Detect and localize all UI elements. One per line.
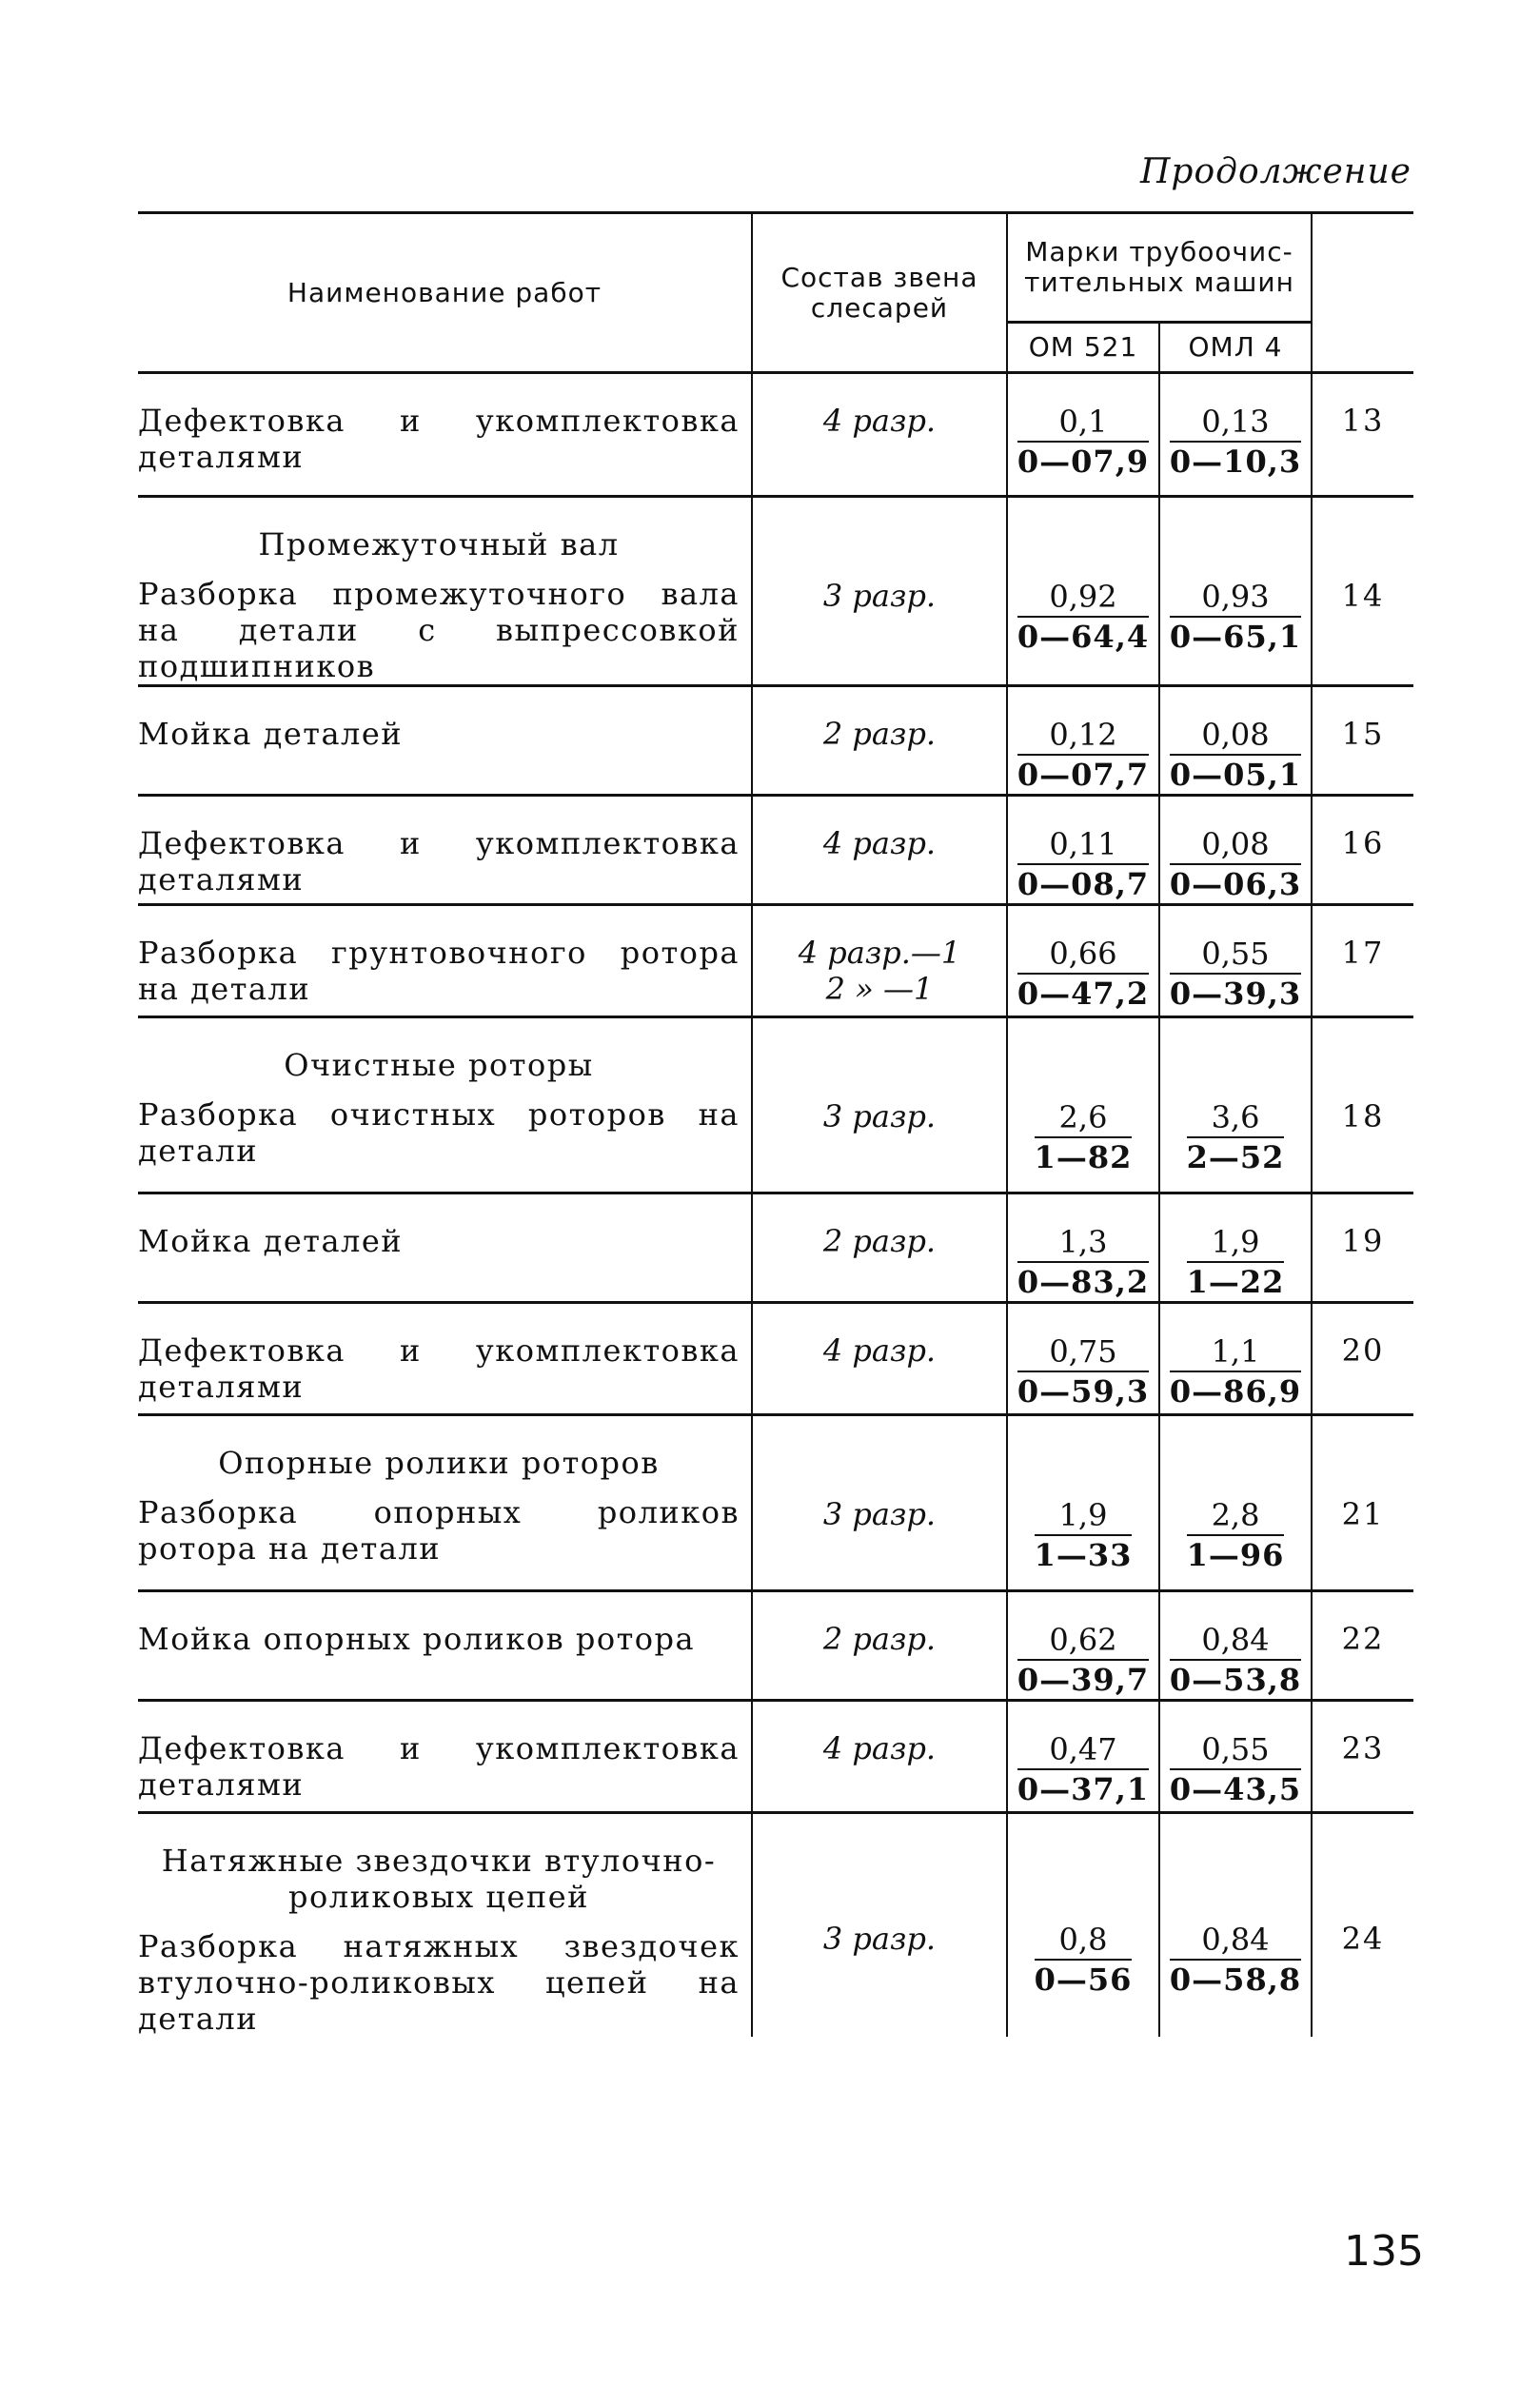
work-name: Разборка грунтовочного ротора на детали xyxy=(138,935,740,1007)
crew-composition-2: 2 » —1 xyxy=(825,971,934,1007)
norm-time: 0,84 xyxy=(1170,1921,1301,1961)
norm-fraction xyxy=(1170,403,1301,481)
cell-composition xyxy=(752,796,1007,905)
cell-name xyxy=(138,373,752,497)
norm-time: 2,6 xyxy=(1035,1098,1133,1138)
table-row xyxy=(138,1017,1413,1193)
cell-name xyxy=(138,905,752,1017)
cell-name xyxy=(138,497,752,686)
cell-oml4 xyxy=(1159,686,1312,796)
cell-index: 14 xyxy=(1312,497,1413,686)
cell-oml4 xyxy=(1159,905,1312,1017)
cell-composition xyxy=(752,1591,1007,1701)
cell-oml4 xyxy=(1159,1591,1312,1701)
norm-time: 0,47 xyxy=(1017,1730,1149,1770)
cell-oml4 xyxy=(1159,1303,1312,1415)
norm-fraction xyxy=(1017,1621,1149,1699)
crew-composition: 2 разр. xyxy=(822,1621,937,1657)
norm-fraction xyxy=(1017,935,1149,1013)
norm-time: 3,6 xyxy=(1187,1098,1285,1138)
cell-name xyxy=(138,1415,752,1591)
norm-time: 0,55 xyxy=(1170,1730,1301,1770)
norm-time: 0,93 xyxy=(1170,578,1301,618)
group-title: Натяжные звездочки втулочно-роликовых цепей xyxy=(161,1843,717,1915)
work-name: Разборка очистных роторов на детали xyxy=(138,1096,740,1169)
crew-composition: 4 разр. xyxy=(822,825,937,861)
norm-fraction xyxy=(1187,1098,1285,1176)
cell-oml4 xyxy=(1159,1017,1312,1193)
cell-composition xyxy=(752,686,1007,796)
table-row xyxy=(138,1591,1413,1701)
cell-composition xyxy=(752,1415,1007,1591)
cell-index: 24 xyxy=(1341,1921,1385,1957)
table-row xyxy=(138,1813,1413,2038)
norm-price: 0—07,9 xyxy=(1017,444,1150,480)
norm-fraction xyxy=(1035,1921,1133,1999)
norm-time: 0,08 xyxy=(1170,716,1301,756)
norm-fraction xyxy=(1170,825,1301,903)
norm-price: 0—07,7 xyxy=(1017,757,1150,793)
norm-time: 0,75 xyxy=(1017,1332,1149,1372)
norm-price: 0—37,1 xyxy=(1017,1771,1150,1807)
table-row xyxy=(138,1193,1413,1303)
cell-name xyxy=(138,1193,752,1303)
cell-name xyxy=(138,1813,752,2038)
work-name: Разборка опорных роликов ротора на детали xyxy=(138,1494,740,1567)
norm-price: 0—47,2 xyxy=(1017,976,1150,1012)
group-title: Опорные ролики роторов xyxy=(218,1445,660,1481)
table-row xyxy=(138,1701,1413,1813)
cell-om521 xyxy=(1007,1415,1159,1591)
header-index xyxy=(1312,213,1413,373)
norm-price: 0—39,7 xyxy=(1017,1662,1150,1698)
cell-index: 17 xyxy=(1312,905,1413,1017)
cell-index: 16 xyxy=(1312,796,1413,905)
cell-om521 xyxy=(1007,1701,1159,1813)
norm-fraction xyxy=(1017,716,1149,794)
norm-fraction xyxy=(1170,1621,1301,1699)
cell-om521 xyxy=(1007,796,1159,905)
table-row xyxy=(138,686,1413,796)
norm-time: 0,08 xyxy=(1170,825,1301,865)
cell-name xyxy=(138,1701,752,1813)
crew-composition: 4 разр.—1 xyxy=(798,935,961,971)
norm-fraction xyxy=(1187,1496,1285,1574)
norm-price: 0—05,1 xyxy=(1169,757,1302,793)
crew-composition: 3 разр. xyxy=(822,1921,937,1957)
norm-price: 1—96 xyxy=(1186,1537,1285,1573)
cell-composition xyxy=(752,1701,1007,1813)
norm-fraction xyxy=(1017,1332,1149,1410)
group-title: Промежуточный вал xyxy=(258,526,620,562)
cell-composition xyxy=(752,905,1007,1017)
cell-composition xyxy=(752,497,1007,686)
norm-time: 0,84 xyxy=(1170,1621,1301,1661)
norm-time: 0,92 xyxy=(1017,578,1149,618)
norm-price: 1—33 xyxy=(1034,1537,1133,1573)
norm-price: 0—56 xyxy=(1034,1962,1133,1998)
norm-price: 0—43,5 xyxy=(1169,1771,1302,1807)
crew-composition: 4 разр. xyxy=(822,1332,937,1369)
cell-om521 xyxy=(1007,905,1159,1017)
header-om521: ОМ 521 xyxy=(1007,323,1159,373)
norm-time: 1,1 xyxy=(1170,1332,1301,1372)
work-name: Дефектовка и укомплектовка деталями xyxy=(138,1730,740,1803)
norm-fraction xyxy=(1170,935,1301,1013)
cell-om521 xyxy=(1007,497,1159,686)
norm-fraction xyxy=(1017,578,1149,656)
norm-time: 1,9 xyxy=(1187,1223,1285,1263)
norm-time: 0,13 xyxy=(1170,403,1301,443)
norm-fraction xyxy=(1035,1496,1133,1574)
norm-price: 0—10,3 xyxy=(1169,444,1302,480)
work-name: Дефектовка и укомплектовка деталями xyxy=(138,825,740,897)
norm-fraction xyxy=(1017,825,1149,903)
header-composition: Состав звена слесарей xyxy=(752,213,1007,373)
cell-om521 xyxy=(1007,1591,1159,1701)
table-body xyxy=(138,373,1413,2038)
work-name: Разборка промежуточного вала на детали с выпрессовкой подшипников xyxy=(138,576,740,684)
group-title: Очистные роторы xyxy=(284,1047,594,1083)
norms-table xyxy=(138,211,1413,2037)
cell-composition xyxy=(752,1813,1007,2038)
norm-price: 0—08,7 xyxy=(1017,866,1150,902)
cell-oml4 xyxy=(1159,1415,1312,1591)
cell-name xyxy=(138,1591,752,1701)
cell-oml4 xyxy=(1159,373,1312,497)
cell-index: 13 xyxy=(1312,373,1413,497)
norm-price: 1—22 xyxy=(1186,1264,1285,1300)
norm-time: 0,12 xyxy=(1017,716,1149,756)
work-name: Дефектовка и укомплектовка деталями xyxy=(138,403,740,475)
norm-fraction xyxy=(1170,1921,1301,1999)
crew-composition: 4 разр. xyxy=(822,1730,937,1766)
cell-oml4 xyxy=(1159,1701,1312,1813)
cell-name xyxy=(138,796,752,905)
norm-fraction xyxy=(1170,578,1301,656)
cell-index: 18 xyxy=(1312,1017,1413,1193)
crew-composition: 2 разр. xyxy=(822,716,937,752)
cell-oml4 xyxy=(1159,497,1312,686)
norm-price: 0—65,1 xyxy=(1169,619,1302,655)
norm-time: 0,1 xyxy=(1017,403,1149,443)
table-row xyxy=(138,796,1413,905)
cell-om521 xyxy=(1007,1193,1159,1303)
table-row xyxy=(138,373,1413,497)
norm-price: 0—83,2 xyxy=(1017,1264,1150,1300)
norm-price: 0—86,9 xyxy=(1169,1373,1302,1410)
cell-index: 19 xyxy=(1312,1193,1413,1303)
table-row xyxy=(138,1415,1413,1591)
cell-name xyxy=(138,1017,752,1193)
work-name: Мойка опорных роликов ротора xyxy=(138,1621,696,1657)
table-row xyxy=(138,905,1413,1017)
cell-index: 21 xyxy=(1312,1415,1413,1591)
cell-composition xyxy=(752,1303,1007,1415)
cell-oml4 xyxy=(1159,796,1312,905)
norm-fraction xyxy=(1170,1730,1301,1808)
crew-composition: 2 разр. xyxy=(822,1223,937,1259)
cell-composition xyxy=(752,1193,1007,1303)
cell-index: 15 xyxy=(1312,686,1413,796)
cell-om521 xyxy=(1007,1303,1159,1415)
work-name: Дефектовка и укомплектовка деталями xyxy=(138,1332,740,1405)
norm-fraction xyxy=(1187,1223,1285,1301)
norm-time: 1,3 xyxy=(1017,1223,1149,1263)
cell-om521 xyxy=(1007,1813,1159,2038)
norm-time: 1,9 xyxy=(1035,1496,1133,1536)
header-machines: Марки трубоочис-тительных машин xyxy=(1007,213,1312,323)
norm-price: 2—52 xyxy=(1186,1139,1285,1175)
norm-time: 0,55 xyxy=(1170,935,1301,975)
norm-fraction xyxy=(1170,716,1301,794)
cell-om521 xyxy=(1007,373,1159,497)
norm-price: 0—58,8 xyxy=(1169,1962,1302,1998)
norm-time: 0,11 xyxy=(1017,825,1149,865)
cell-oml4 xyxy=(1159,1813,1312,2038)
continuation-caption: Продолжение xyxy=(1140,152,1412,191)
norm-price: 0—59,3 xyxy=(1017,1373,1150,1410)
norm-price: 0—06,3 xyxy=(1169,866,1302,902)
page-number: 135 xyxy=(1344,2227,1424,2276)
norm-fraction xyxy=(1170,1332,1301,1410)
norm-price: 1—82 xyxy=(1034,1139,1133,1175)
crew-composition: 3 разр. xyxy=(822,1098,937,1134)
cell-oml4 xyxy=(1159,1193,1312,1303)
cell-index: 22 xyxy=(1312,1591,1413,1701)
work-name: Мойка деталей xyxy=(138,1223,404,1259)
norm-fraction xyxy=(1017,403,1149,481)
table-row xyxy=(138,497,1413,686)
norm-time: 0,62 xyxy=(1017,1621,1149,1661)
cell-om521 xyxy=(1007,1017,1159,1193)
norm-fraction xyxy=(1017,1223,1149,1301)
norm-time: 0,66 xyxy=(1017,935,1149,975)
cell-name xyxy=(138,686,752,796)
cell-om521 xyxy=(1007,686,1159,796)
cell-composition xyxy=(752,373,1007,497)
norm-fraction xyxy=(1017,1730,1149,1808)
norm-time: 0,8 xyxy=(1035,1921,1133,1961)
crew-composition: 4 разр. xyxy=(822,403,937,439)
norm-price: 0—39,3 xyxy=(1169,976,1302,1012)
norm-time: 2,8 xyxy=(1187,1496,1285,1536)
norm-price: 0—64,4 xyxy=(1017,619,1150,655)
cell-name xyxy=(138,1303,752,1415)
norm-price: 0—53,8 xyxy=(1169,1662,1302,1698)
work-name: Мойка деталей xyxy=(138,716,404,752)
crew-composition: 3 разр. xyxy=(822,578,937,614)
work-name: Разборка натяжных звездочек втулочно-роликовых цепей на детали xyxy=(138,1928,740,2037)
crew-composition: 3 разр. xyxy=(822,1496,937,1532)
cell-composition xyxy=(752,1017,1007,1193)
cell-index: 20 xyxy=(1312,1303,1413,1415)
cell-index: 23 xyxy=(1312,1701,1413,1813)
norm-fraction xyxy=(1035,1098,1133,1176)
header-name: Наименование работ xyxy=(138,213,752,373)
table-row xyxy=(138,1303,1413,1415)
header-oml4: ОМЛ 4 xyxy=(1159,323,1312,373)
